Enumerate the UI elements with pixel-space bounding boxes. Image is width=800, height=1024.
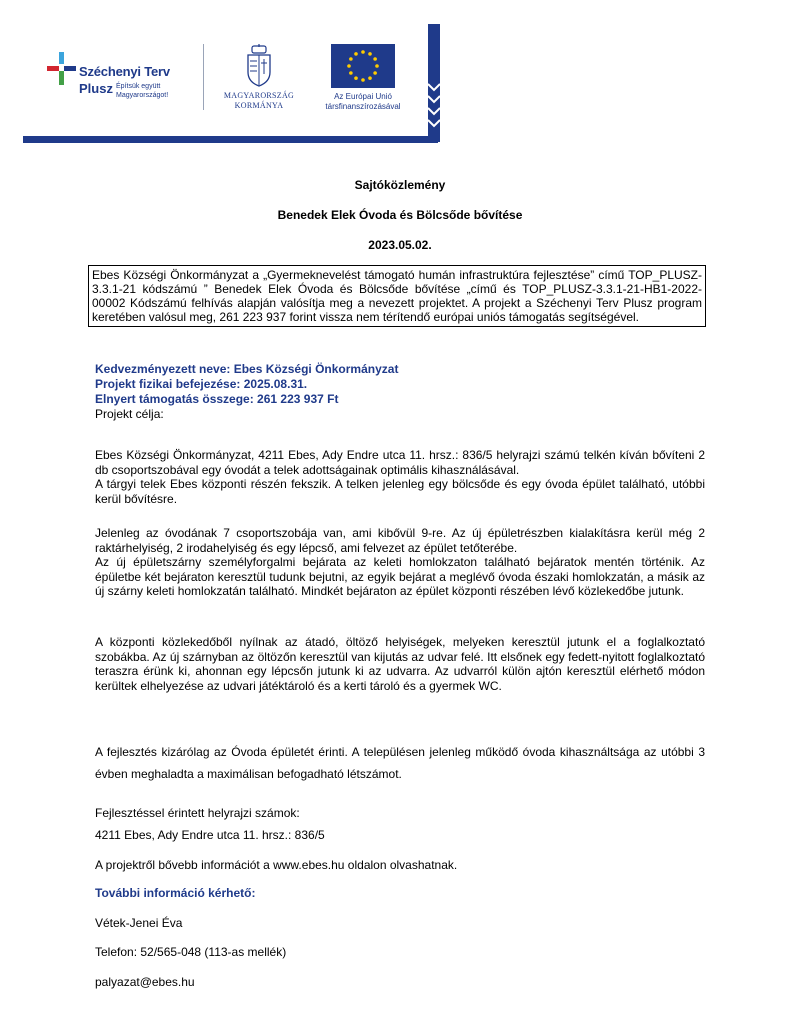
paragraph-1 — [95, 448, 705, 506]
government-line1: MAGYARORSZÁG — [223, 91, 295, 100]
eu-star — [368, 76, 372, 80]
chevron-down-icon — [427, 94, 441, 104]
funding-amount: Elnyert támogatás összege: 261 223 937 Ft — [95, 392, 339, 406]
lots-value: 4211 Ebes, Ady Endre utca 11. hrsz.: 836/5 — [95, 828, 325, 842]
government-line2: KORMÁNYA — [234, 101, 284, 110]
document-type: Sajtóközlemény — [354, 178, 446, 192]
eu-star — [349, 71, 353, 75]
eu-star — [361, 78, 365, 82]
eu-star — [354, 52, 358, 56]
paragraph-2b: Az új épületszárny személyforgalmi bejárata az keleti homlokzaton található bejáratok mentén történik. Az épületbe két bejáraton keresztül tudunk bejutni, az egyik bejárat a meglévő óvoda északi homlokzatán, a másik az új szárny keleti homlokzatán található. Mindkét bejáraton az épület központi részében lévő közlekedőbe jutunk. — [95, 555, 705, 598]
lots-label: Fejlesztéssel érintett helyrajzi számok: — [95, 806, 300, 820]
eu-star — [375, 64, 379, 68]
document-date: 2023.05.02. — [368, 238, 432, 252]
chevron-down-icon — [427, 118, 441, 128]
contact-heading: További információ kérhető: — [95, 886, 256, 900]
hungarian-crest-icon — [244, 44, 274, 88]
chevron-down-icon — [427, 82, 441, 92]
header-banner — [23, 24, 438, 142]
szechenyi-title: Széchenyi Terv — [79, 64, 170, 79]
eu-star — [368, 52, 372, 56]
contact-email: palyazat@ebes.hu — [95, 975, 195, 989]
contact-phone: Telefon: 52/565-048 (113-as mellék) — [95, 945, 287, 959]
eu-star — [373, 71, 377, 75]
logo-divider — [203, 44, 204, 110]
eu-star — [347, 64, 351, 68]
beneficiary: Kedvezményezett neve: Ebes Községi Önkormányzat — [95, 362, 399, 376]
goal-label: Projekt célja: — [95, 407, 164, 421]
paragraph-2a: Jelenleg az óvodának 7 csoportszobája van, ami kibővül 9-re. Az új épületrészben kialakításra kerül még 2 raktárhelyiség, 2 irodahelyiség és egy lépcső, ami felvezet az épület tetőterébe. — [95, 526, 705, 555]
eu-star — [361, 50, 365, 54]
eu-star — [354, 76, 358, 80]
szechenyi-plus: Plusz — [79, 81, 113, 96]
completion-date: Projekt fizikai befejezése: 2025.08.31. — [95, 377, 308, 391]
contact-name: Vétek-Jenei Éva — [95, 916, 183, 930]
eu-label — [315, 92, 411, 112]
eu-line2: társfinanszírozásával — [325, 102, 401, 111]
paragraph-4: A fejlesztés kizárólag az Óvoda épületét érinti. A településen jelenleg működő óvoda kihasználtsága az utóbbi 3 évben meghaladta a maximálisan befogadható létszámot. — [95, 745, 705, 781]
eu-flag-icon — [331, 44, 395, 88]
szechenyi-slogan: Építsük együtt Magyarországot! — [116, 83, 169, 99]
banner-bottom-bar — [23, 136, 438, 143]
paragraph-2 — [95, 526, 705, 599]
intro-box: Ebes Községi Önkormányzat a „Gyermeknevelést támogató humán infrastruktúra fejlesztése” című TOP_PLUSZ-3.3.1-21 kódszámú ” Benedek Elek Óvoda és Bölcsőde bővítése „című és TOP_PLUSZ-3.3.1-21-HB1-2022- 00002 Kódszámú felhívás alapján valósítja meg a nevezett projektet. A projekt a Széchenyi Terv Plusz program keretében valósul meg, 261 223 937 forint vissza nem térítendő európai uniós támogatás segítségével. — [88, 265, 706, 327]
document-title: Benedek Elek Óvoda és Bölcsőde bővítése — [277, 208, 523, 222]
more-info: A projektről bővebb információt a www.ebes.hu oldalon olvashatnak. — [95, 858, 458, 872]
paragraph-1a: Ebes Községi Önkormányzat, 4211 Ebes, Ady Endre utca 11. hrsz.: 836/5 helyrajzi számú telkén kíván bővíteni 2 db csoportszobával egy óvodát a telek adottságainak optimális kihasználásával. — [95, 448, 705, 477]
paragraph-3: A központi közlekedőből nyílnak az átadó, öltöző helyiségek, melyeken keresztül jutunk el a foglalkoztató szobákba. Az új szárnyban az öltözőn keresztül van kijutás az udvar felé. Itt elsőnek egy fedett-nyitott foglalkoztató teraszra érünk ki, ahonnan egy lépcsőn jutunk ki az udvarra. Az udvarról külön ajtón keresztül elérhető módon kerültek elhelyezése az udvari játéktároló és a kerti tároló és a gyermek WC. — [95, 635, 705, 693]
eu-star — [373, 57, 377, 61]
paragraph-1b: A tárgyi telek Ebes központi részén fekszik. A telken jelenleg egy bölcsőde és egy óvoda épület található, utóbbi kerül bővítésre. — [95, 477, 705, 506]
eu-line1: Az Európai Unió — [334, 92, 392, 101]
eu-star — [349, 57, 353, 61]
government-label — [223, 91, 295, 111]
szechenyi-cross-logo-icon — [43, 50, 83, 90]
chevron-down-icon — [427, 106, 441, 116]
